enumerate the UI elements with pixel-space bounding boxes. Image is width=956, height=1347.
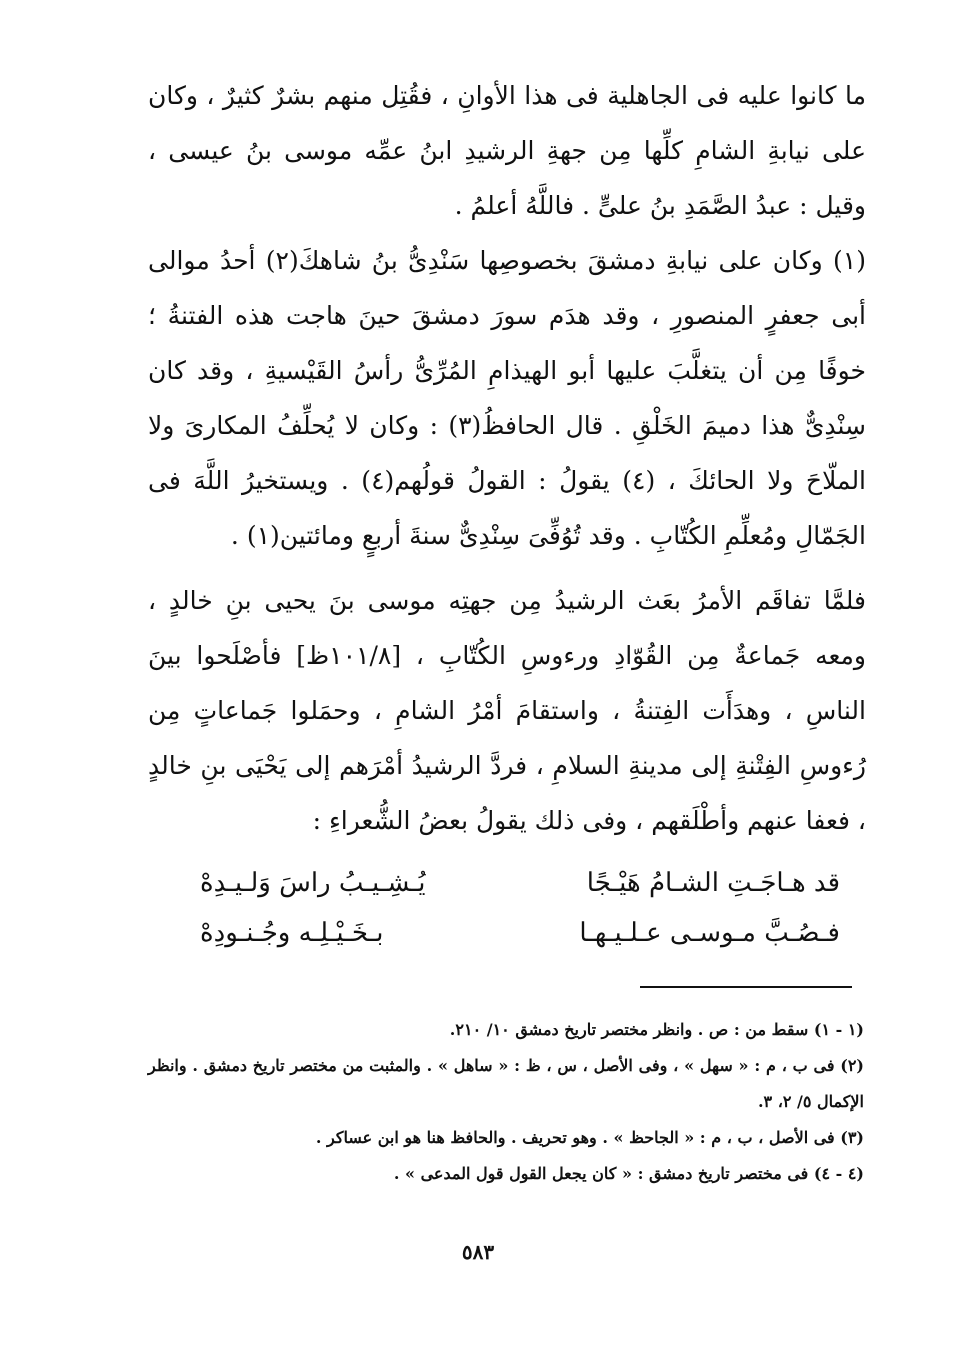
- main-paragraph-1: [148, 68, 866, 233]
- verse-line-2: [200, 908, 840, 958]
- paragraph-text: (١) وكان على نيابةِ دمشقَ بخصوصِها سَنْدِىُّ بنُ شاهكَ(٢) أحدُ موالى أبى جعفرٍ المنصورِ ، وقد هدَم سورَ دمشقَ حينَ هاجت هذه الفتنةُ ؛ خوفًا مِن أن يتغلَّبَ عليها أبو الهيذامِ المُرِّىُّ رأسُ القَيْسيةِ ، وقد كان سِنْدِىٌّ هذا دميمَ الخَلْقِ . قال الحافظُ(٣) : وكان لا يُحلِّفُ المكارىَ ولا الملّاحَ ولا الحائكَ ، (٤) يقولُ : القولُ قولُهم(٤) . ويستخيرُ اللَّهَ فى الجَمّالِ ومُعلِّمِ الكُتّابِ . وقد تُوُفِّىَ سِنْدِىٌّ سنةَ أربعٍ ومائتين(١) .: [148, 246, 867, 550]
- main-paragraph-3: [148, 573, 866, 848]
- poem-verses: [200, 858, 840, 958]
- footnote-separator: [640, 986, 852, 988]
- footnotes: [148, 1012, 864, 1192]
- verse-second-hemistich: يُـشِـيـبُ راسَ وَلـيـدِهْ: [200, 868, 426, 898]
- footnote-4: (٤ - ٤) فى مختصر تاريخ دمشق : « كان يجعل القول قول المدعى » .: [393, 1164, 864, 1183]
- verse-first-hemistich: قد هـاجَـتِ الشـامُ هَيْـجًا: [586, 868, 840, 898]
- page-number: ٥٨٣: [461, 1240, 495, 1264]
- footnote-3: (٣) فى الأصل ، ب ، م : « الجاحظ » . وهو تحريف . والحافظ هنا هو ابن عساكر .: [315, 1128, 864, 1147]
- paragraph-text: فلمَّا تفاقَم الأمرُ بعَث الرشيدُ مِن جهتِه موسى بنَ يحيى بنِ خالدٍ ، ومعه جَماعةٌ مِن القُوّادِ ورءوسِ الكُتّابِ ، [١٠١/٨ظ] فأصْلَحوا بينَ الناسِ ، وهدَأَت الفِتنةُ ، واستقامَ أمْرُ الشامِ ، وحمَلوا جَماعاتٍ مِن رُءوسِ الفِتْنةِ إلى مدينةِ السلامِ ، فردَّ الرشيدُ أمْرَهم إلى يَحْيَى بنِ خالدٍ ، فعفا عنهم وأطْلَقهم ، وفى ذلك يقولُ بعضُ الشُّعراءِ :: [148, 586, 866, 835]
- verse-first-hemistich: فـصُـبَّ مـوسـى عـلـيـهـا: [579, 918, 840, 948]
- footnote-1: (١ - ١) سقط من : ص . وانظر مختصر تاريخ دمشق ١٠/ ٢١٠.: [449, 1020, 864, 1039]
- verse-second-hemistich: بـخَـيْـلِـه وجُـنـودِهْ: [200, 918, 384, 948]
- verse-line-1: [200, 858, 840, 908]
- paragraph-text: ما كانوا عليه فى الجاهلية فى هذا الأوانِ ، فقُتِل منهم بشرٌ كثيرٌ ، وكان على نيابةِ الشامِ كلِّها مِن جهةِ الرشيدِ ابنُ عمِّه موسى بنُ عيسى ، وقيل : عبدُ الصَّمَدِ بنُ علىٍّ . فاللَّهُ أعلمُ .: [148, 81, 866, 220]
- main-paragraph-2: [148, 233, 866, 563]
- footnote-2: (٢) فى ب ، م : « سهل » ، وفى الأصل ، س ، ظ : « ساهل » . والمثبت من مختصر تاريخ دمشق . وانظر الإكمال ٥/ ٢، ٣.: [148, 1056, 864, 1111]
